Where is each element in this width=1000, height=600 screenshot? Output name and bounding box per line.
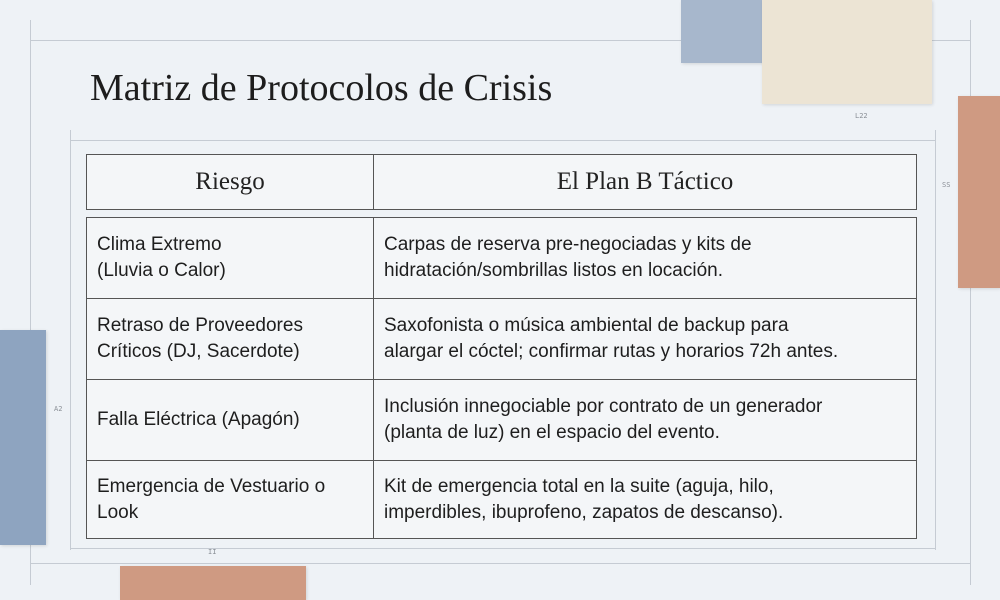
terracotta-fabric-swatch-bottom <box>120 566 306 600</box>
plan-cell: Inclusión innegociable por contrato de un generador (planta de luz) en el espacio del evento. <box>384 396 823 443</box>
plan-cell: Saxofonista o música ambiental de backup para alargar el cóctel; confirmar rutas y horarios 72h antes. <box>384 315 839 362</box>
table-header-row <box>86 154 917 210</box>
slate-fabric-swatch-left <box>0 330 46 545</box>
frame-line-inner-right <box>935 130 936 550</box>
crisis-protocol-table <box>86 154 917 539</box>
frame-line-inner-left <box>70 130 71 550</box>
blueprint-mark-left: A2 <box>54 405 63 413</box>
table-row <box>87 460 916 538</box>
frame-line-inner-bottom <box>70 548 935 549</box>
frame-line-bottom <box>30 563 970 564</box>
cream-fabric-swatch <box>762 0 932 104</box>
frame-line-inner-top <box>70 140 935 141</box>
table-row <box>87 298 916 379</box>
header-risk: Riesgo <box>87 155 374 209</box>
risk-cell: Retraso de Proveedores Críticos (DJ, Sacerdote) <box>87 299 374 379</box>
table-body <box>86 217 917 539</box>
plan-cell: Kit de emergencia total en la suite (aguja, hilo, imperdibles, ibuprofeno, zapatos de descanso). <box>384 475 784 523</box>
table-row <box>87 218 916 298</box>
plan-cell: Carpas de reserva pre-negociadas y kits de hidratación/sombrillas listos en locación. <box>384 234 752 281</box>
page-title: Matriz de Protocolos de Crisis <box>90 67 553 109</box>
blueprint-mark-side-right: SS <box>942 181 951 189</box>
risk-cell: Falla Eléctrica (Apagón) <box>87 380 374 460</box>
blueprint-mark-bottom: II <box>208 548 217 556</box>
blueprint-mark-top-right: L22 <box>855 112 868 120</box>
table-row <box>87 379 916 460</box>
risk-cell: Emergencia de Vestuario o Look <box>87 461 374 538</box>
header-plan-b: El Plan B Táctico <box>556 168 734 195</box>
terracotta-fabric-swatch-right <box>958 96 1000 288</box>
risk-cell: Clima Extremo (Lluvia o Calor) <box>87 218 374 298</box>
